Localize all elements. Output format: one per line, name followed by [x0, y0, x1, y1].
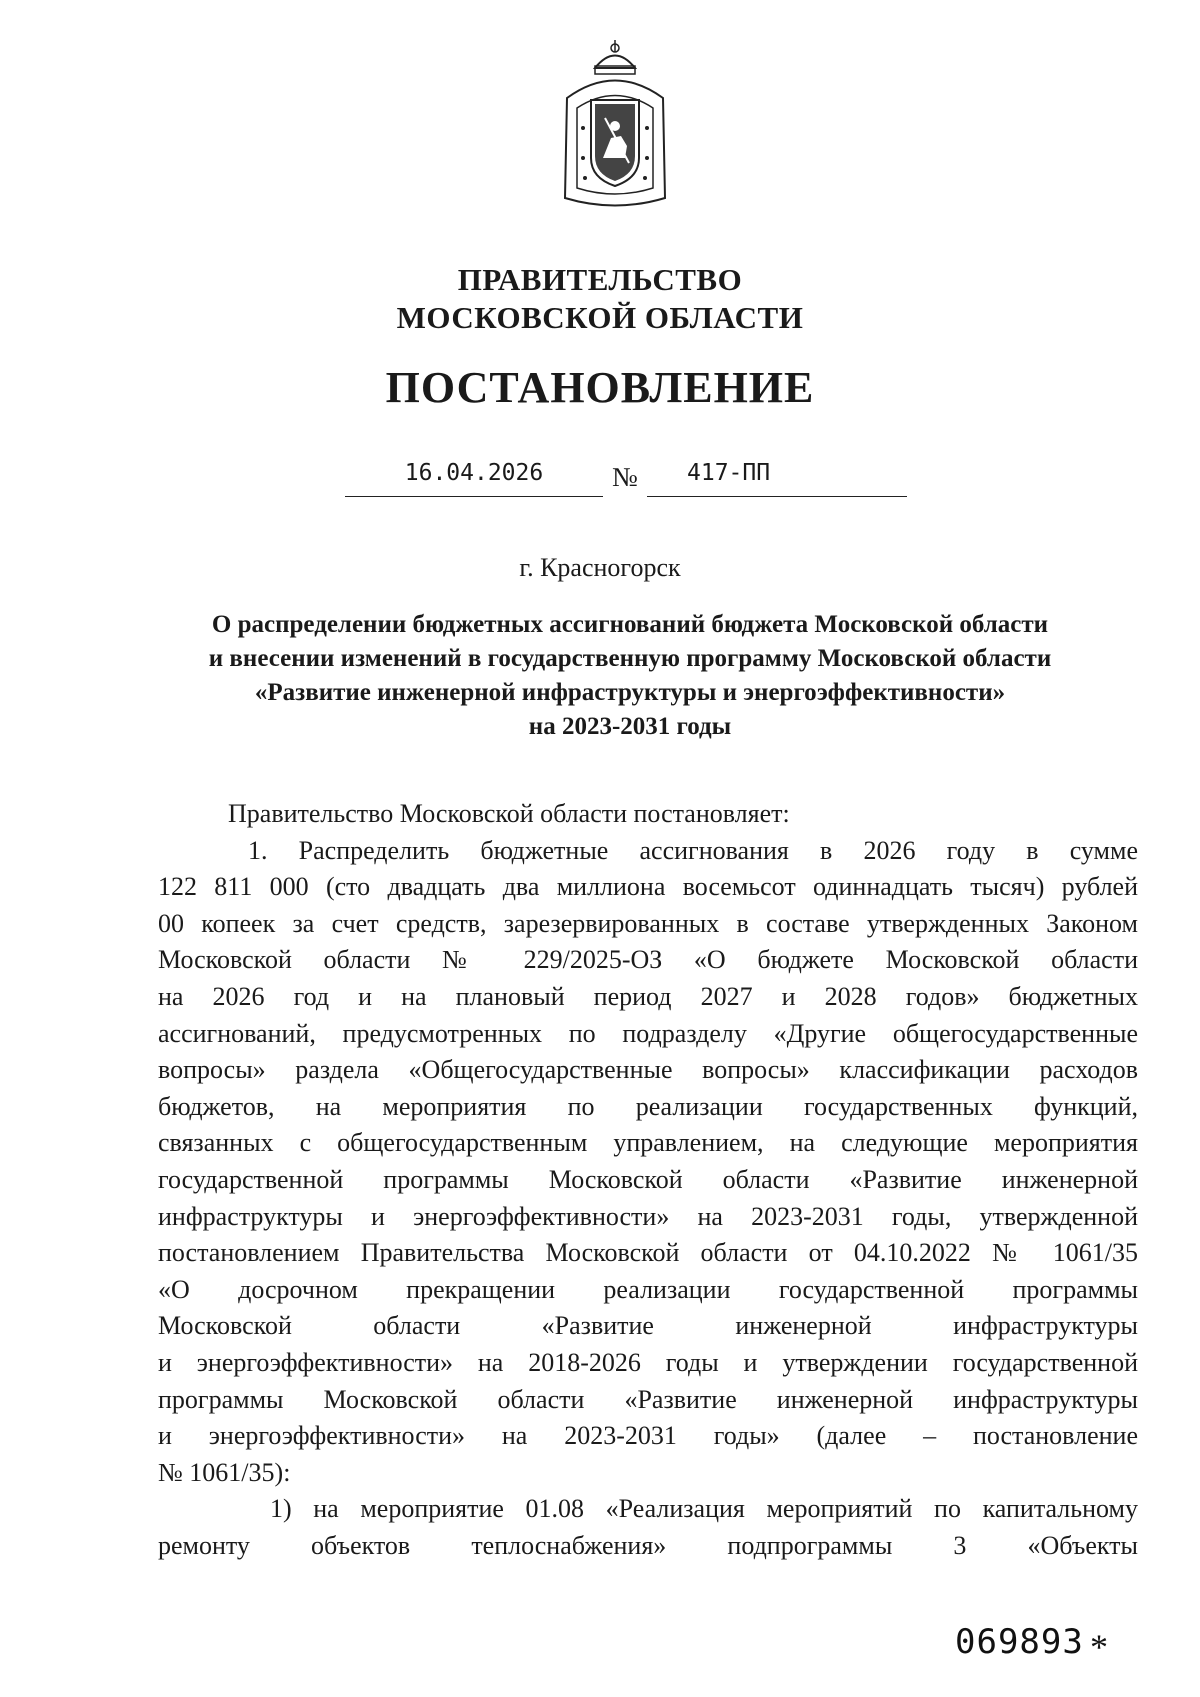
decree-body: [158, 796, 1138, 1564]
moscow-oblast-coat-of-arms-icon: [555, 38, 675, 218]
body-line: ассигнований, предусмотренных по подразделу «Другие общегосударственные: [158, 1018, 1138, 1048]
document-serial-number: 069893: [955, 1622, 1084, 1662]
body-line: государственной программы Московской области «Развитие инженерной: [158, 1164, 1138, 1194]
asterisk-mark-icon: *: [1090, 1627, 1108, 1667]
body-line: Московской области № 229/2025-ОЗ «О бюджете Московской области: [158, 945, 1138, 975]
body-line: Правительство Московской области постановляет:: [228, 799, 790, 828]
body-line: и энергоэффективности» на 2023-2031 годы» (далее – постановление: [158, 1421, 1138, 1451]
government-title-line1: ПРАВИТЕЛЬСТВО: [457, 262, 743, 297]
body-line: 00 копеек за счет средств, зарезервированных в составе утвержденных Законом: [158, 908, 1138, 938]
decree-date: 16.04.2026: [345, 460, 603, 497]
government-title-line2: МОСКОВСКОЙ ОБЛАСТИ: [396, 300, 804, 335]
body-line: 122 811 000 (сто двадцать два миллиона восемьсот одиннадцать тысяч) рублей: [158, 872, 1138, 902]
subject-line: О распределении бюджетных ассигнований бюджета Московской области: [211, 611, 1049, 638]
subject-line: на 2023-2031 годы: [528, 713, 732, 740]
subject-line: «Развитие инженерной инфраструктуры и энергоэффективности»: [254, 679, 1006, 706]
decree-number-field: [647, 460, 907, 497]
body-line: 1. Распределить бюджетные ассигнования в 2026 году в сумме: [248, 835, 1138, 865]
body-line: бюджетов, на мероприятия по реализации государственных функций,: [158, 1091, 1138, 1121]
number-sign: №: [612, 462, 638, 492]
body-line: и энергоэффективности» на 2018-2026 годы и утверждении государственной: [158, 1347, 1138, 1377]
body-line: № 1061/35):: [158, 1457, 291, 1487]
subject-line: и внесении изменений в государственную программу Московской области: [208, 645, 1052, 672]
body-line: программы Московской области «Развитие инженерной инфраструктуры: [158, 1384, 1138, 1414]
body-line: 1) на мероприятие 01.08 «Реализация мероприятий по капитальному: [270, 1494, 1138, 1524]
body-line: ремонту объектов теплоснабжения» подпрограммы 3 «Объекты: [158, 1530, 1138, 1560]
city-line: г. Красногорск: [519, 553, 681, 582]
decree-number: 417-ПП: [687, 460, 771, 486]
body-line: на 2026 год и на плановый период 2027 и 2028 годов» бюджетных: [158, 981, 1138, 1011]
body-line: инфраструктуры и энергоэффективности» на 2023-2031 годы, утвержденной: [158, 1201, 1138, 1231]
body-line: Московской области «Развитие инженерной инфраструктуры: [158, 1311, 1138, 1341]
decree-subject: [130, 608, 1130, 744]
body-line: «О досрочном прекращении реализации государственной программы: [158, 1274, 1138, 1304]
body-line: вопросы» раздела «Общегосударственные вопросы» классификации расходов: [158, 1055, 1138, 1085]
body-line: связанных с общегосударственным управлением, на следующие мероприятия: [158, 1128, 1138, 1158]
body-line: постановлением Правительства Московской области от 04.10.2022 № 1061/35: [158, 1238, 1138, 1268]
document-type-title: ПОСТАНОВЛЕНИЕ: [385, 363, 815, 412]
